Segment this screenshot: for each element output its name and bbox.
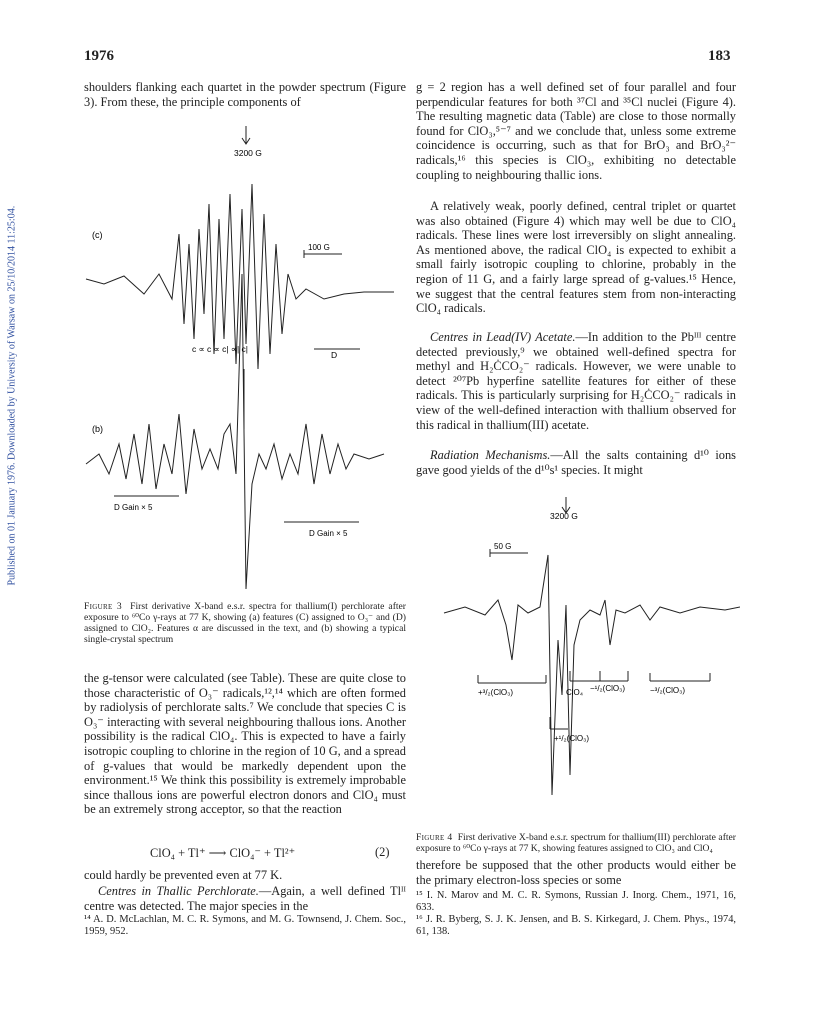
fig4-caption-text: First derivative X-band e.s.r. spectrum for thallium(III) perchlorate after exposure to ⁶⁰Co γ-rays at 77 K, showing features assigned to ClO₃ and ClO₄ [416, 832, 737, 854]
spectrum-fig4-trace [444, 555, 740, 795]
lead-heading: Centres in Lead(IV) Acetate. [430, 330, 576, 344]
figure-3-caption [84, 601, 406, 645]
left-para-1: shoulders flanking each quartet in the powder spectrum (Figure 3). From these, the principle components of [84, 80, 406, 109]
fig3-scale-label: 100 G [308, 243, 330, 252]
fig4-label-minus1half: −¹/₂(ClO₃) [590, 684, 626, 693]
fig4-label-plus1half: +¹/₂(ClO₃) [554, 734, 590, 743]
fig4-label-minus3half: −³/₂(ClO₃) [650, 686, 686, 695]
thallic-text: —Again, a well defined Tlᴵᴵ centre was detected. The major species in the [84, 884, 406, 913]
spectrum-b-trace [86, 274, 384, 589]
fig3-gain-left: D Gain × 5 [114, 503, 153, 512]
right-para-2: A relatively weak, poorly defined, central triplet or quartet was also obtained (Figure 4) which may well be due to ClO₄ radicals. These lines were lost irreversibly on slight annealing. As mentioned above, the radical ClO₄ is expected to exhibit a small fairly isotropic coupling to chlorine, probably in the region of 11 G, and a fairly large spread of g-values.¹⁵ Hence, we suggest that the central features stem from non-interacting ClO₄ radicals. [416, 199, 736, 316]
year-header: 1976 [84, 48, 114, 64]
radiation-text: —All the salts containing d¹⁰ ions gave good yields of the d¹⁰s¹ species. It might [416, 448, 736, 477]
fig3-label-c: (c) [92, 230, 103, 240]
fig4-caption-label: Figure 4 [416, 832, 453, 843]
left-para-4 [84, 884, 406, 913]
thallic-heading: Centres in Thallic Perchlorate. [98, 884, 259, 898]
fig3-field-label: 3200 G [234, 148, 262, 158]
download-notice: Published on 01 January 1976. Downloaded by University of Warsaw on 25/10/2014 11:25:04. [6, 205, 18, 586]
equation-2: ClO₄ + Tl⁺ ⟶ ClO₄⁻ + Tl²⁺ [150, 846, 296, 860]
right-para-4 [416, 448, 736, 477]
equation-number: (2) [375, 845, 390, 859]
fig4-label-plus3half: +³/₂(ClO₃) [478, 688, 514, 697]
fig4-field-label: 3200 G [550, 511, 578, 521]
fig3-feature-d: D [331, 350, 338, 360]
left-para-2: the g-tensor were calculated (see Table). These are quite close to those characteristic of O₃⁻ radicals,¹²,¹⁴ which are often formed by radiolysis of perchlorate salts.⁷ We conclude that species C is O₃⁻ interacting with several neighbouring thallous ions. Another possibility is the radical ClO₄. This is expected to have a fairly isotropic coupling to chlorine in the region of 10 G, and a spread of g-values that would be markedly dependent upon the environment.¹⁵ We think this possibility is extremely improbable since thallous ions are powerful electron donors and ClO₄ must be an extremely strong acceptor, so that the reaction [84, 671, 406, 817]
reference-15: ¹⁵ I. N. Marov and M. C. R. Symons, Russian J. Inorg. Chem., 1971, 16, 633. [416, 890, 736, 913]
fig3-features-c: c ∝ c ∝ c| ∝| c| [192, 344, 249, 354]
fig3-caption-text: First derivative X-band e.s.r. spectra for thallium(I) perchlorate after exposure to ⁶⁰Co γ-rays at 77 K, showing (a) features (C) assigned to O₃⁻ and (D) assigned to ClO₂. Features α are discussed in the text, and (b) showing a typical single-crystal spectrum [84, 601, 407, 645]
lead-text: —In addition to the Pbᴵᴵᴵ centre detected previously,⁹ we obtained well-defined spectra for methyl and H₂ĊCO₂⁻ radicals. However, we were unable to detect ²⁰⁷Pb hyperfine satellite features for either of these radicals. This is particularly surprising for H₂ĊCO₂⁻ radicals in view of the well-defined interaction with thallium observed for this radical in thallium(III) acetate. [416, 330, 736, 432]
reference-16: ¹⁶ J. R. Byberg, S. J. K. Jensen, and B. S. Kirkegard, J. Chem. Phys., 1974, 61, 138. [416, 914, 736, 937]
right-para-1: g = 2 region has a well defined set of four parallel and four perpendicular features for both ³⁷Cl and ³⁵Cl nuclei (Figure 4). The resulting magnetic data (Table) are close to those normally found for ClO₃,⁵⁻⁷ and we conclude that, unless some extreme coincidence is occurring, such as that for BrO₃ and BrO₃²⁻ radicals,¹⁶ this species is ClO₃, exhibiting no detectable coupling to neighbouring thallic ions. [416, 80, 736, 182]
figure-3 [84, 124, 414, 596]
fig3-caption-label: Figure 3 [84, 601, 122, 612]
page-number: 183 [708, 48, 731, 64]
reference-14: ¹⁴ A. D. McLachlan, M. C. R. Symons, and M. G. Townsend, J. Chem. Soc., 1959, 952. [84, 914, 406, 937]
left-para-3: could hardly be prevented even at 77 K. [84, 868, 283, 882]
fig3-gain-right: D Gain × 5 [309, 529, 348, 538]
right-para-5: therefore be supposed that the other products would either be the primary electron-loss species or some [416, 858, 736, 887]
figure-4-caption [416, 832, 736, 854]
fig4-scale-label: 50 G [494, 542, 512, 551]
radiation-heading: Radiation Mechanisms. [430, 448, 551, 462]
figure-4 [440, 495, 740, 820]
fig3-label-b: (b) [92, 424, 103, 434]
right-para-3 [416, 330, 736, 432]
fig4-label-clo4: ClO₄ [566, 688, 584, 697]
